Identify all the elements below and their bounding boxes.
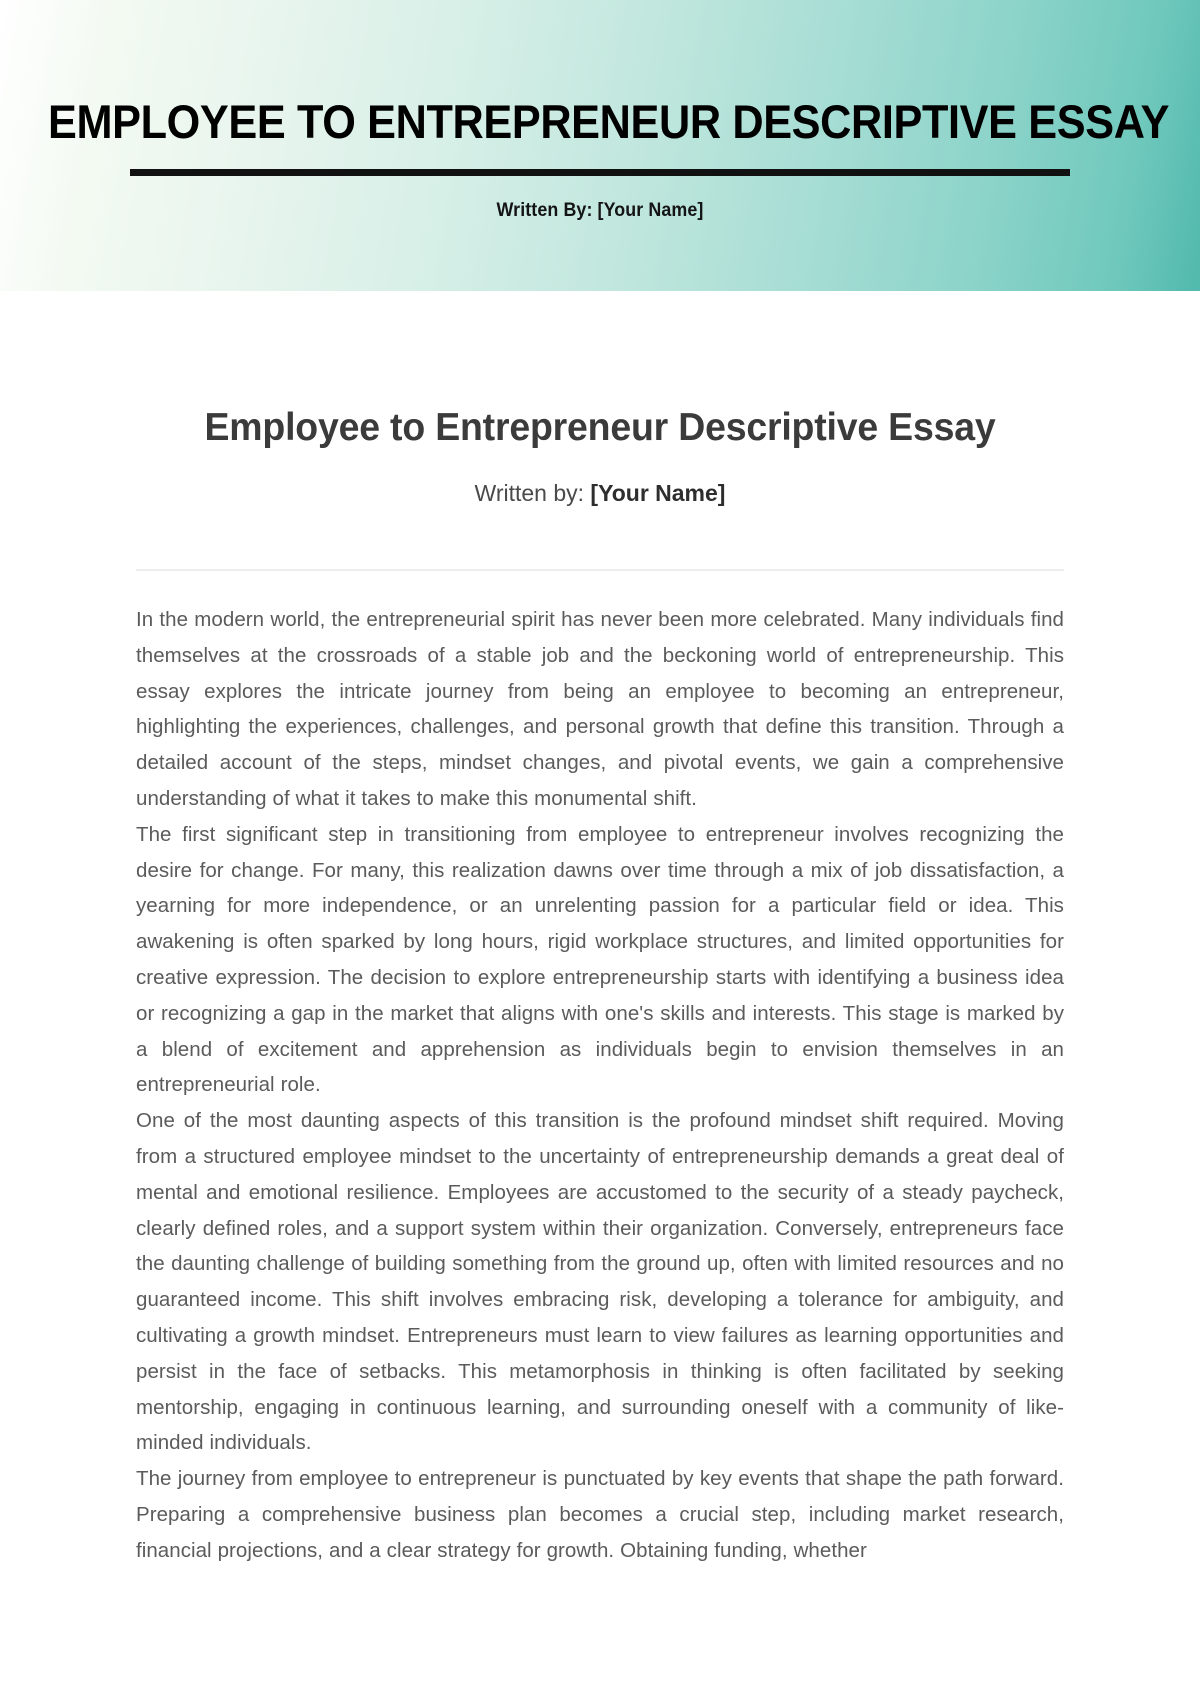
essay-paragraph: The first significant step in transitioning from employee to entrepreneur involves recognizing the desire for change. For many, this realization dawns over time through a mix of job dissatisfaction, a yearning for more independence, or an unrelenting passion for a particular field or idea. This awakening is often sparked by long hours, rigid workplace structures, and limited opportunities for creative expression. The decision to explore entrepreneurship starts with identifying a business idea or recognizing a gap in the market that aligns with one's skills and interests. This stage is marked by a blend of excitement and apprehension as individuals begin to envision themselves in an entrepreneurial role. (136, 822, 1064, 1097)
cover-banner (0, 0, 1200, 291)
essay-text (136, 571, 1064, 1569)
cover-title: EMPLOYEE TO ENTREPRENEUR DESCRIPTIVE ESSAY (48, 95, 1170, 148)
document-header (0, 291, 1200, 508)
byline-author-name: [Your Name] (590, 480, 726, 506)
byline-label: Written by: (474, 480, 585, 506)
cover-byline: Written By: [Your Name] (496, 200, 704, 221)
cover-title-rule (130, 169, 1070, 176)
essay-paragraph: One of the most daunting aspects of this transition is the profound mindset shift required. Moving from a structured employee mindset to the uncertainty of entrepreneurship demands a great deal of mental and emotional resilience. Employees are accustomed to the security of a steady paycheck, clearly defined roles, and a support system within their organization. Conversely, entrepreneurs face the daunting challenge of building something from the ground up, often with limited resources and no guaranteed income. This shift involves embracing risk, developing a tolerance for ambiguity, and cultivating a growth mindset. Entrepreneurs must learn to view failures as learning opportunities and persist in the face of setbacks. This metamorphosis in thinking is often facilitated by seeking mentorship, engaging in continuous learning, and surrounding oneself with a community of like-minded individuals. (136, 1109, 1064, 1455)
cover-banner-content (0, 0, 1200, 291)
document-byline (0, 452, 1200, 508)
essay-paragraph: In the modern world, the entrepreneurial spirit has never been more celebrated. Many individuals find themselves at the crossroads of a stable job and the beckoning world of entrepreneurship. This essay explores the intricate journey from being an employee to becoming an entrepreneur, highlighting the experiences, challenges, and personal growth that define this transition. Through a detailed account of the steps, mindset changes, and pivotal events, we gain a comprehensive understanding of what it takes to make this monumental shift. (136, 608, 1064, 810)
essay-paragraph: The journey from employee to entrepreneur is punctuated by key events that shape the path forward. Preparing a comprehensive business plan becomes a crucial step, including market research, financial projections, and a clear strategy for growth. Obtaining funding, whether (136, 1467, 1064, 1562)
document-body (0, 291, 1200, 1569)
page-title: Employee to Entrepreneur Descriptive Essay (204, 406, 996, 449)
